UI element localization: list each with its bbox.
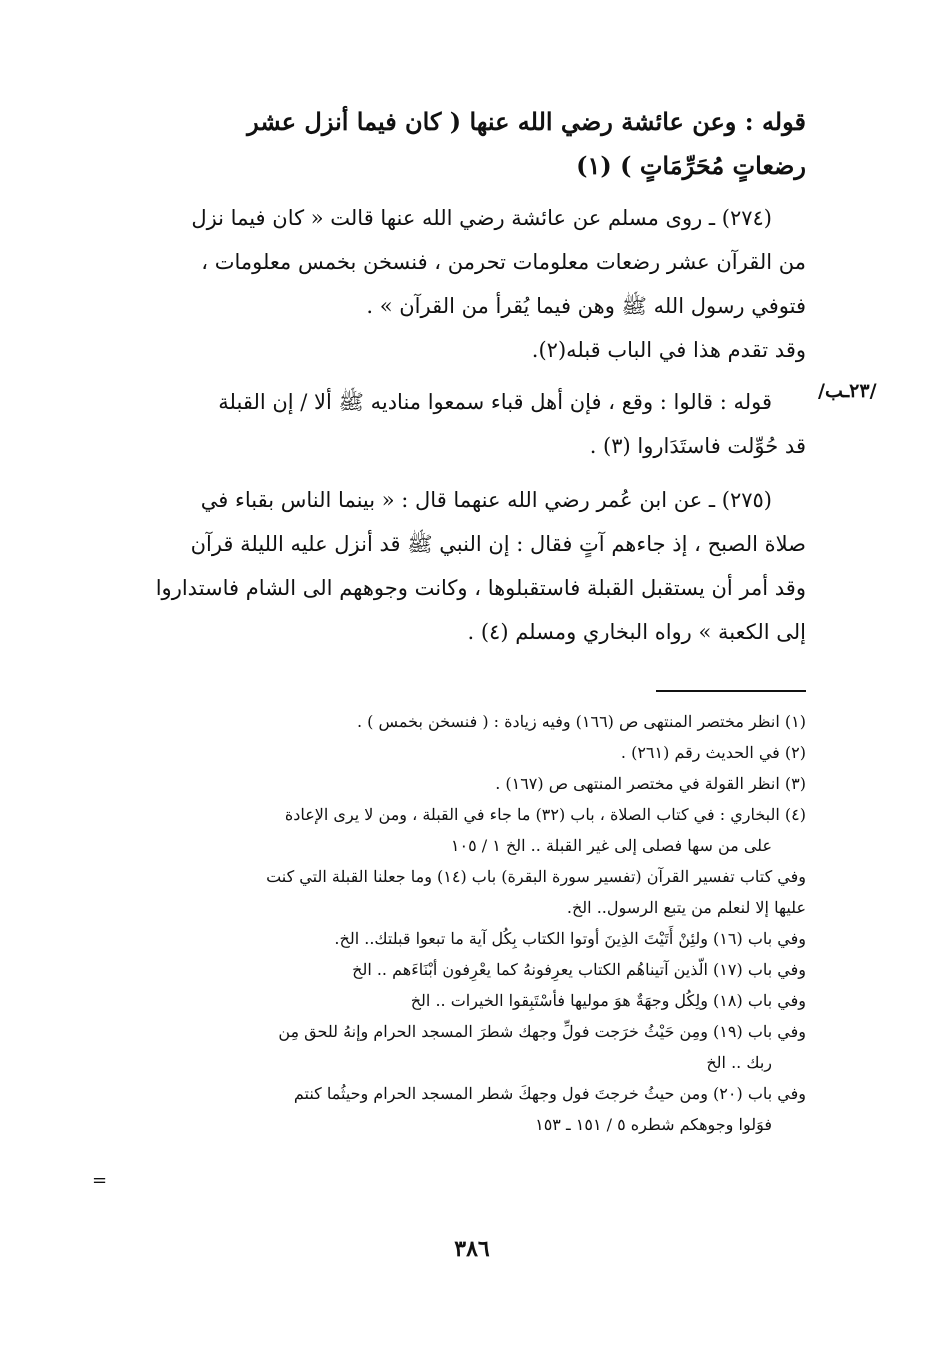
footnote-4: (٤) البخاري : في كتاب الصلاة ، باب (٣٢) ما جاء في القبلة ، ومن لا يرى الإعادة	[284, 805, 806, 824]
margin-folio-note: /٢٣ـب/	[818, 380, 877, 402]
footnote-4-cont-5: وفي باب (١٧) الّذين آتيناهُم الكتاب يعرِفونهُ كما يعْرِفون أبْنَاءَهم .. الخ	[352, 960, 806, 979]
footnote-4-cont-3: عليها إلا لنعلم من يتبع الرسول.. الخ.	[566, 898, 806, 917]
footnote-3: (٣) انظر القولة في مختصر المنتهى ص (١٦٧) .	[495, 774, 806, 793]
paragraph-275-line-1: (٢٧٥) ـ عن ابن عُمر رضي الله عنهما قال : « بينما الناس بقباء في	[200, 488, 772, 512]
side-mark: =	[92, 1170, 108, 1191]
footnote-4-cont-7: وفي باب (١٩) ومِن حَيْثُ خرَجت فولِّ وجهك شطرَ المسجد الحرام وإنهُ للحق مِن	[278, 1022, 806, 1041]
paragraph-275	[106, 478, 806, 654]
footnote-4-cont-4: وفي باب (١٦) ولئِنْ أَتَيْتَ الذِينَ أوتوا الكتاب بِكُل آية ما تبعوا قبلتك.. الخ.	[334, 929, 806, 948]
footnotes-block	[106, 706, 806, 1140]
paragraph-274-line-4: وقد تقدم هذا في الباب قبله(٢).	[531, 338, 806, 362]
paragraph-274-line-2: من القرآن عشر رضعات معلومات تحرمن ، فنسخن بخمس معلومات ،	[201, 250, 806, 274]
footnote-separator	[656, 690, 806, 692]
heading-block	[106, 100, 806, 188]
footnote-4-cont-1: على من سها فصلى إلى غير القبلة .. الخ ١ / ١٠٥	[450, 836, 772, 855]
footnote-2: (٢) في الحديث رقم (٢٦١) .	[620, 743, 806, 762]
heading-line-2: رضعاتٍ مُحَرِّمَاتٍ ) (١)	[576, 151, 806, 180]
footnote-4-cont-10: فوَلوا وجوهكم شطره ٥ / ١٥١ ـ ١٥٣	[535, 1115, 772, 1134]
paragraph-274-line-1: (٢٧٤) ـ روى مسلم عن عائشة رضي الله عنها قالت « كان فيما نزل	[191, 206, 772, 230]
paragraph-qawluh-line-1: قوله : قالوا : وقع ، فإن أهل قباء سمعوا مناديه ﷺ ألا / إن القبلة	[218, 390, 772, 414]
footnote-4-cont-8: ربك .. الخ	[706, 1053, 772, 1072]
paragraph-275-line-2: صلاة الصبح ، إذ جاءهم آتٍ فقال : إن النبي ﷺ قد أنزل عليه الليلة قرآن	[190, 532, 806, 556]
paragraph-qawluh	[106, 380, 806, 468]
page-number: ٣٨٦	[454, 1236, 490, 1262]
paragraph-275-line-4: إلى الكعبة » رواه البخاري ومسلم (٤) .	[467, 620, 806, 644]
footnote-4-cont-6: وفي باب (١٨) ولِكُل وجهَةٌ هوَ موليها فأسْتَبِقوا الخيرات .. الخ	[410, 991, 806, 1010]
paragraph-274	[106, 196, 806, 372]
footnote-4-cont-9: وفي باب (٢٠) ومن حيثُ خرجتَ فول وجهكَ شطر المسجد الحرام وحيثُما كنتم	[293, 1084, 806, 1103]
paragraph-qawluh-line-2: قد حُوِّلت فاستَدَاروا (٣) .	[589, 434, 806, 458]
footnote-1: (١) انظر مختصر المنتهى ص (١٦٦) وفيه زيادة : ( فنسخن بخمس ) .	[356, 712, 806, 731]
paragraph-275-line-3: وقد أمر أن يستقبل القبلة فاستقبلوها ، وكانت وجوههم الى الشام فاستداروا	[155, 576, 806, 600]
paragraph-274-line-3: فتوفي رسول الله ﷺ وهن فيما يُقرأ من القرآن » .	[366, 294, 806, 318]
footnote-4-cont-2: وفي كتاب تفسير القرآن (تفسير سورة البقرة) باب (١٤) وما جعلنا القبلة التي كنت	[266, 867, 806, 886]
heading-line-1: قوله : وعن عائشة رضي الله عنها ( كان فيما أنزل عشر	[247, 107, 806, 136]
